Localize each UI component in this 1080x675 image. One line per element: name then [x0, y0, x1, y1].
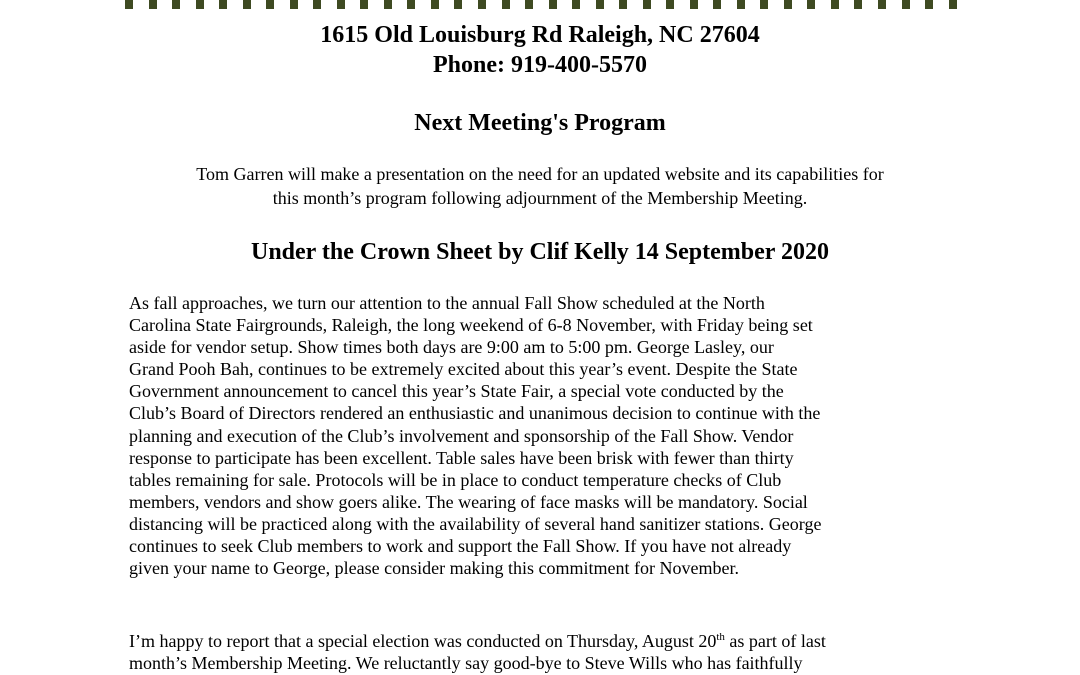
election-text-end: as part of last — [724, 631, 826, 651]
club-address: 1615 Old Louisburg Rd Raleigh, NC 27604 — [320, 22, 760, 48]
border-tick — [572, 0, 580, 9]
paragraph-line: continues to seek Club members to work and support the Fall Show. If you have not already — [129, 536, 792, 557]
paragraph-line — [129, 630, 955, 652]
border-tick — [643, 0, 651, 9]
article-heading: Under the Crown Sheet by Clif Kelly 14 September 2020 — [251, 239, 829, 265]
paragraph-line: response to participate has been excellent. Table sales have been brisk with fewer than thirty — [129, 447, 794, 468]
program-line: Tom Garren will make a presentation on the need for an updated website and its capabilities for — [196, 164, 884, 184]
border-tick — [878, 0, 886, 9]
program-heading: Next Meeting's Program — [414, 110, 666, 136]
border-tick — [337, 0, 345, 9]
club-phone: Phone: 919-400-5570 — [433, 52, 647, 78]
paragraph-line: As fall approaches, we turn our attention to the annual Fall Show scheduled at the North — [129, 293, 765, 313]
border-tick — [407, 0, 415, 9]
program-line: this month’s program following adjournment of the Membership Meeting. — [272, 188, 808, 208]
paragraph-line: month’s Membership Meeting. We reluctantly say good-bye to Steve Wills who has faithfully — [129, 653, 803, 674]
decorative-border-strip — [125, 0, 957, 10]
border-tick — [596, 0, 604, 9]
border-tick — [925, 0, 933, 9]
border-tick — [478, 0, 486, 9]
article-paragraph-2 — [129, 630, 955, 674]
border-tick — [549, 0, 557, 9]
border-tick — [502, 0, 510, 9]
paragraph-line: given your name to George, please consider making this commitment for November. — [129, 558, 740, 579]
border-tick — [690, 0, 698, 9]
border-tick — [807, 0, 815, 9]
border-tick — [266, 0, 274, 9]
paragraph-line: distancing will be practiced along with the availability of several hand sanitizer stations. George — [129, 513, 822, 534]
border-tick — [525, 0, 533, 9]
border-tick — [125, 0, 133, 9]
border-tick — [949, 0, 957, 9]
border-tick — [737, 0, 745, 9]
paragraph-line: Government announcement to cancel this year’s State Fair, a special vote conducted by the — [129, 381, 784, 402]
article-paragraph-1 — [129, 292, 955, 579]
border-tick — [431, 0, 439, 9]
border-tick — [619, 0, 627, 9]
ordinal-suffix: th — [716, 631, 725, 643]
border-tick — [290, 0, 298, 9]
border-tick — [666, 0, 674, 9]
border-tick — [831, 0, 839, 9]
paragraph-line: Club’s Board of Directors rendered an enthusiastic and unanimous decision to continue with the — [129, 403, 821, 424]
paragraph-line: Carolina State Fairgrounds, Raleigh, the long weekend of 6-8 November, with Friday being set — [129, 315, 813, 336]
election-text: I’m happy to report that a special election was conducted on Thursday, August 20 — [129, 631, 717, 651]
border-tick — [313, 0, 321, 9]
border-tick — [219, 0, 227, 9]
paragraph-line: Grand Pooh Bah, continues to be extremely excited about this year’s event. Despite the State — [129, 359, 798, 380]
border-tick — [196, 0, 204, 9]
border-tick — [854, 0, 862, 9]
border-tick — [243, 0, 251, 9]
border-tick — [172, 0, 180, 9]
paragraph-line: tables remaining for sale. Protocols will be in place to conduct temperature checks of Club — [129, 469, 782, 490]
paragraph-line: members, vendors and show goers alike. The wearing of face masks will be mandatory. Social — [129, 491, 808, 512]
paragraph-line: planning and execution of the Club’s involvement and sponsorship of the Fall Show. Vendor — [129, 425, 794, 446]
border-tick — [360, 0, 368, 9]
border-tick — [454, 0, 462, 9]
border-tick — [784, 0, 792, 9]
paragraph-line: aside for vendor setup. Show times both days are 9:00 am to 5:00 pm. George Lasley, our — [129, 337, 774, 358]
program-description — [0, 162, 1080, 210]
border-tick — [902, 0, 910, 9]
border-tick — [760, 0, 768, 9]
border-tick — [713, 0, 721, 9]
border-tick — [149, 0, 157, 9]
border-tick — [384, 0, 392, 9]
